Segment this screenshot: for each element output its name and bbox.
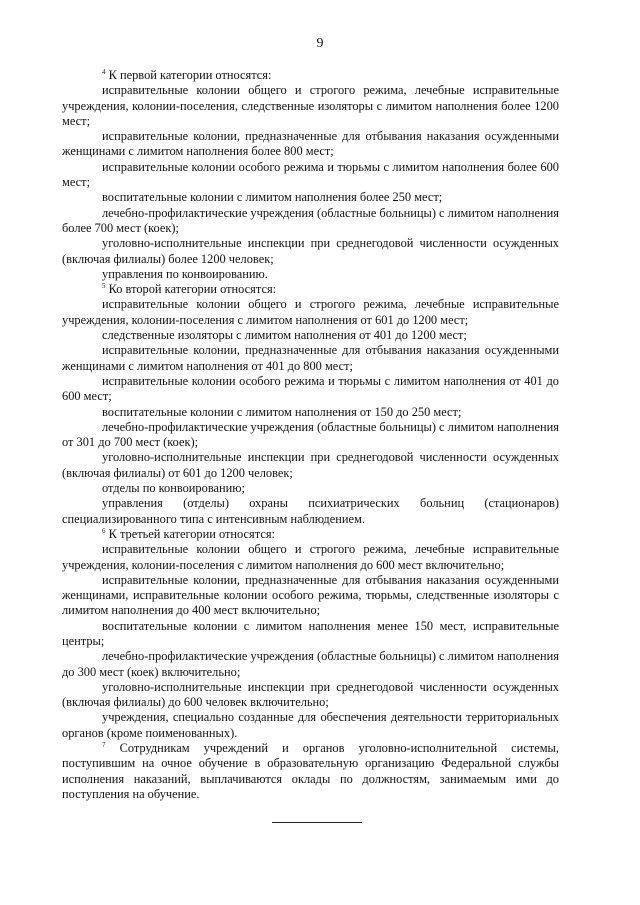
footnote-heading bbox=[62, 68, 559, 83]
list-item: лечебно-профилактические учреждения (областные больницы) с лимитом наполнения от 301 до 700 мест (коек); bbox=[62, 419, 559, 450]
list-item: исправительные колонии общего и строгого режима, лечебные исправительные учреждения, колонии-поселения с лимитом наполнения до 600 мест включительно; bbox=[62, 542, 559, 572]
list-item: исправительные колонии, предназначенные для отбывания наказания осужденными женщинами с лимитом наполнения более 800 мест; bbox=[62, 129, 559, 159]
footnote-marker: 6 bbox=[102, 526, 106, 535]
list-item: уголовно-исполнительные инспекции при среднегодовой численности осужденных (включая филиалы) до 600 человек включительно; bbox=[62, 679, 559, 710]
list-item: исправительные колонии, предназначенные для отбывания наказания осужденными женщинами с лимитом наполнения от 401 до 800 мест; bbox=[62, 343, 559, 373]
footnote-heading bbox=[62, 527, 559, 542]
heading-text: Ко второй категории относятся: bbox=[108, 282, 277, 297]
list-item: исправительные колонии особого режима и тюрьмы с лимитом наполнения более 600 мест; bbox=[62, 159, 559, 190]
list-item: исправительные колонии общего и строгого режима, лечебные исправительные учреждения, колонии-поселения, следственные изоляторы с лимитом наполнения более 1200 мест; bbox=[62, 83, 559, 128]
heading-text: К третьей категории относятся: bbox=[108, 526, 275, 541]
list-item: следственные изоляторы с лимитом наполнения от 401 до 1200 мест; bbox=[102, 328, 467, 343]
list-item: лечебно-профилактические учреждения (областные больницы) с лимитом наполнения до 300 мест (коек) включительно; bbox=[62, 649, 559, 679]
footnote-4 bbox=[62, 68, 559, 282]
heading-text: Сотрудникам учреждений и органов уголовно-исполнительной системы, поступившим на очное обучение в образовательную организацию Федеральной службы исполнения наказаний, выплачиваются оклады по должностям, занимаемым ими до поступления на обучение. bbox=[62, 741, 559, 801]
list-item: исправительные колонии общего и строгого режима, лечебные исправительные учреждения, колонии-поселения с лимитом наполнения от 601 до 1200 мест; bbox=[62, 297, 559, 327]
footnotes-body bbox=[62, 68, 559, 802]
separator-line bbox=[272, 822, 362, 823]
list-item: воспитательные колонии с лимитом наполнения менее 150 мест, исправительные центры; bbox=[62, 618, 559, 648]
list-item: воспитательные колонии с лимитом наполнения от 150 до 250 мест; bbox=[102, 404, 462, 419]
list-item: исправительные колонии особого режима и тюрьмы с лимитом наполнения от 401 до 600 мест; bbox=[62, 373, 559, 404]
list-item: уголовно-исполнительные инспекции при среднегодовой численности осужденных (включая филиалы) от 601 до 1200 человек; bbox=[62, 450, 559, 480]
footnote-7 bbox=[62, 741, 559, 802]
list-item: лечебно-профилактические учреждения (областные больницы) с лимитом наполнения более 700 мест (коек); bbox=[62, 205, 559, 235]
list-item: уголовно-исполнительные инспекции при среднегодовой численности осужденных (включая филиалы) более 1200 человек; bbox=[62, 236, 559, 266]
list-item: управления по конвоированию. bbox=[102, 266, 268, 281]
list-item: учреждения, специально созданные для обеспечения деятельности территориальных органов (кроме поименованных). bbox=[62, 710, 559, 740]
list-item: воспитательные колонии с лимитом наполнения более 250 мест; bbox=[102, 190, 443, 205]
footnote-marker: 4 bbox=[102, 67, 106, 76]
page-number: 9 bbox=[316, 36, 324, 51]
list-item: отделы по конвоированию; bbox=[102, 481, 245, 496]
footnote-5 bbox=[62, 282, 559, 527]
footnote-heading bbox=[62, 282, 559, 297]
footnote-marker: 7 bbox=[102, 740, 106, 749]
list-item: управления (отделы) охраны психиатрических больниц (стационаров) специализированного типа с интенсивным наблюдением. bbox=[62, 496, 559, 526]
footnote-6 bbox=[62, 527, 559, 741]
heading-text: К первой категории относятся: bbox=[108, 68, 272, 82]
footnote-heading bbox=[62, 741, 559, 802]
footnote-marker: 5 bbox=[102, 282, 106, 291]
list-item: исправительные колонии, предназначенные для отбывания наказания осужденными женщинами, исправительные колонии особого режима, тюрьмы, следственные изоляторы с лимитом наполнения до 400 мест включительно; bbox=[62, 572, 559, 618]
